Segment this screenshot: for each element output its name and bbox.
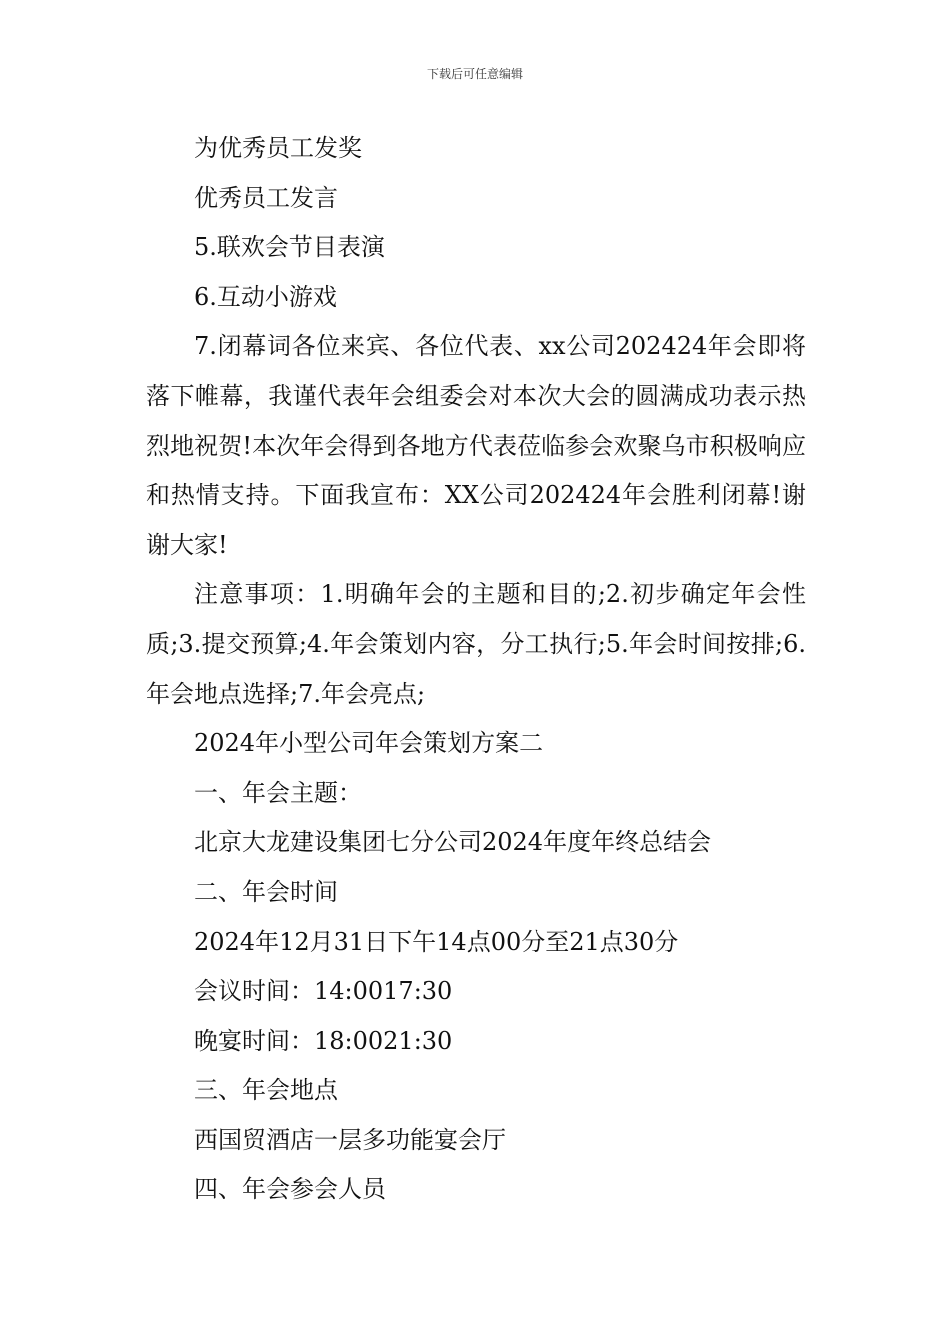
paragraph: 四、年会参会人员 <box>194 1175 386 1204</box>
paragraph: 7.闭幕词各位来宾、各位代表、xx公司202424年会即将落下帷幕，我谨代表年会组委会对本次大会的圆满成功表示热烈地祝贺!本次年会得到各地方代表莅临参会欢聚乌市积极响应和热情支持。下面我宣布：XX公司202424年会胜利闭幕!谢谢大家! <box>146 332 806 559</box>
paragraph: 西国贸酒店一层多功能宴会厅 <box>194 1125 506 1154</box>
document-body <box>146 124 806 1215</box>
paragraph: 一、年会主题： <box>194 778 362 807</box>
paragraph: 北京大龙建设集团七分公司2024年度年终总结会 <box>194 828 712 857</box>
paragraph: 晚宴时间：18:0021:30 <box>194 1026 453 1055</box>
paragraph: 三、年会地点 <box>194 1076 338 1105</box>
paragraph: 二、年会时间 <box>194 877 338 906</box>
page-header: 下载后可任意编辑 <box>426 67 523 81</box>
paragraph: 会议时间：14:0017:30 <box>194 977 453 1006</box>
paragraph: 注意事项：1.明确年会的主题和目的;2.初步确定年会性质;3.提交预算;4.年会策划内容，分工执行;5.年会时间按排;6.年会地点选择;7.年会亮点; <box>146 580 806 708</box>
paragraph: 2024年12月31日下午14点00分至21点30分 <box>194 927 679 956</box>
paragraph: 6.互动小游戏 <box>194 282 337 311</box>
paragraph: 2024年小型公司年会策划方案二 <box>194 729 544 758</box>
paragraph: 为优秀员工发奖 <box>194 134 362 162</box>
paragraph: 优秀员工发言 <box>194 183 338 212</box>
paragraph: 5.联欢会节目表演 <box>194 233 385 262</box>
